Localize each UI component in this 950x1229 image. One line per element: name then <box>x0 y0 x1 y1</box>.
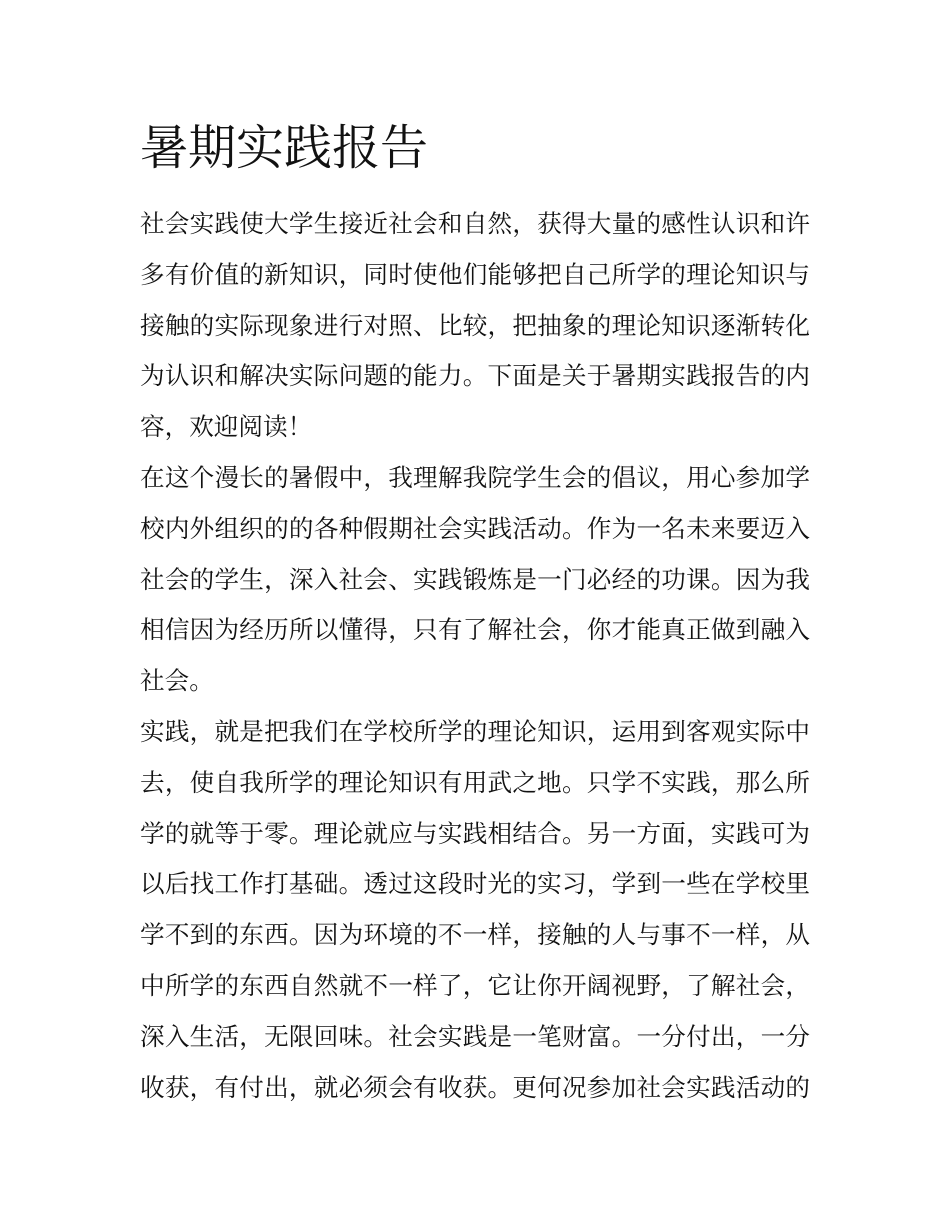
paragraph-line: 容，欢迎阅读！ <box>140 412 313 442</box>
paragraph-line: 相信因为经历所以懂得，只有了解社会，你才能真正做到融入 <box>140 615 810 645</box>
paragraph-line: 接触的实际现象进行对照、比较，把抽象的理论知识逐渐转化 <box>140 310 810 340</box>
paragraph-line: 学的就等于零。理论就应与实践相结合。另一方面，实践可为 <box>140 818 810 848</box>
paragraph-line: 校内外组织的的各种假期社会实践活动。作为一名未来要迈入 <box>140 513 810 543</box>
paragraph-practice <box>140 707 810 1113</box>
paragraph-line: 社会的学生，深入社会、实践锻炼是一门必经的功课。因为我 <box>140 564 810 594</box>
paragraph-summer <box>140 453 810 707</box>
document-title: 暑期实践报告 <box>140 120 429 176</box>
paragraph-line: 社会实践使大学生接近社会和自然，获得大量的感性认识和许 <box>140 209 810 238</box>
paragraph-line: 在这个漫长的暑假中，我理解我院学生会的倡议，用心参加学 <box>140 462 810 492</box>
paragraph-line: 社会。 <box>140 666 214 696</box>
paragraph-intro <box>140 199 810 453</box>
paragraph-line: 收获，有付出，就必须会有收获。更何况参加社会实践活动的 <box>140 1072 810 1102</box>
paragraph-line: 去，使自我所学的理论知识有用武之地。只学不实践，那么所 <box>140 767 810 797</box>
paragraph-line: 中所学的东西自然就不一样了，它让你开阔视野，了解社会， <box>140 970 810 1000</box>
paragraph-line: 为认识和解决实际问题的能力。下面是关于暑期实践报告的内 <box>140 361 810 391</box>
paragraph-line: 以后找工作打基础。透过这段时光的实习，学到一些在学校里 <box>140 869 810 899</box>
paragraph-line: 多有价值的新知识，同时使他们能够把自己所学的理论知识与 <box>140 259 810 289</box>
paragraph-line: 学不到的东西。因为环境的不一样，接触的人与事不一样，从 <box>140 920 810 950</box>
paragraph-line: 实践，就是把我们在学校所学的理论知识，运用到客观实际中 <box>140 716 810 746</box>
document-body <box>140 199 810 1113</box>
paragraph-line: 深入生活，无限回味。社会实践是一笔财富。一分付出，一分 <box>140 1021 810 1051</box>
